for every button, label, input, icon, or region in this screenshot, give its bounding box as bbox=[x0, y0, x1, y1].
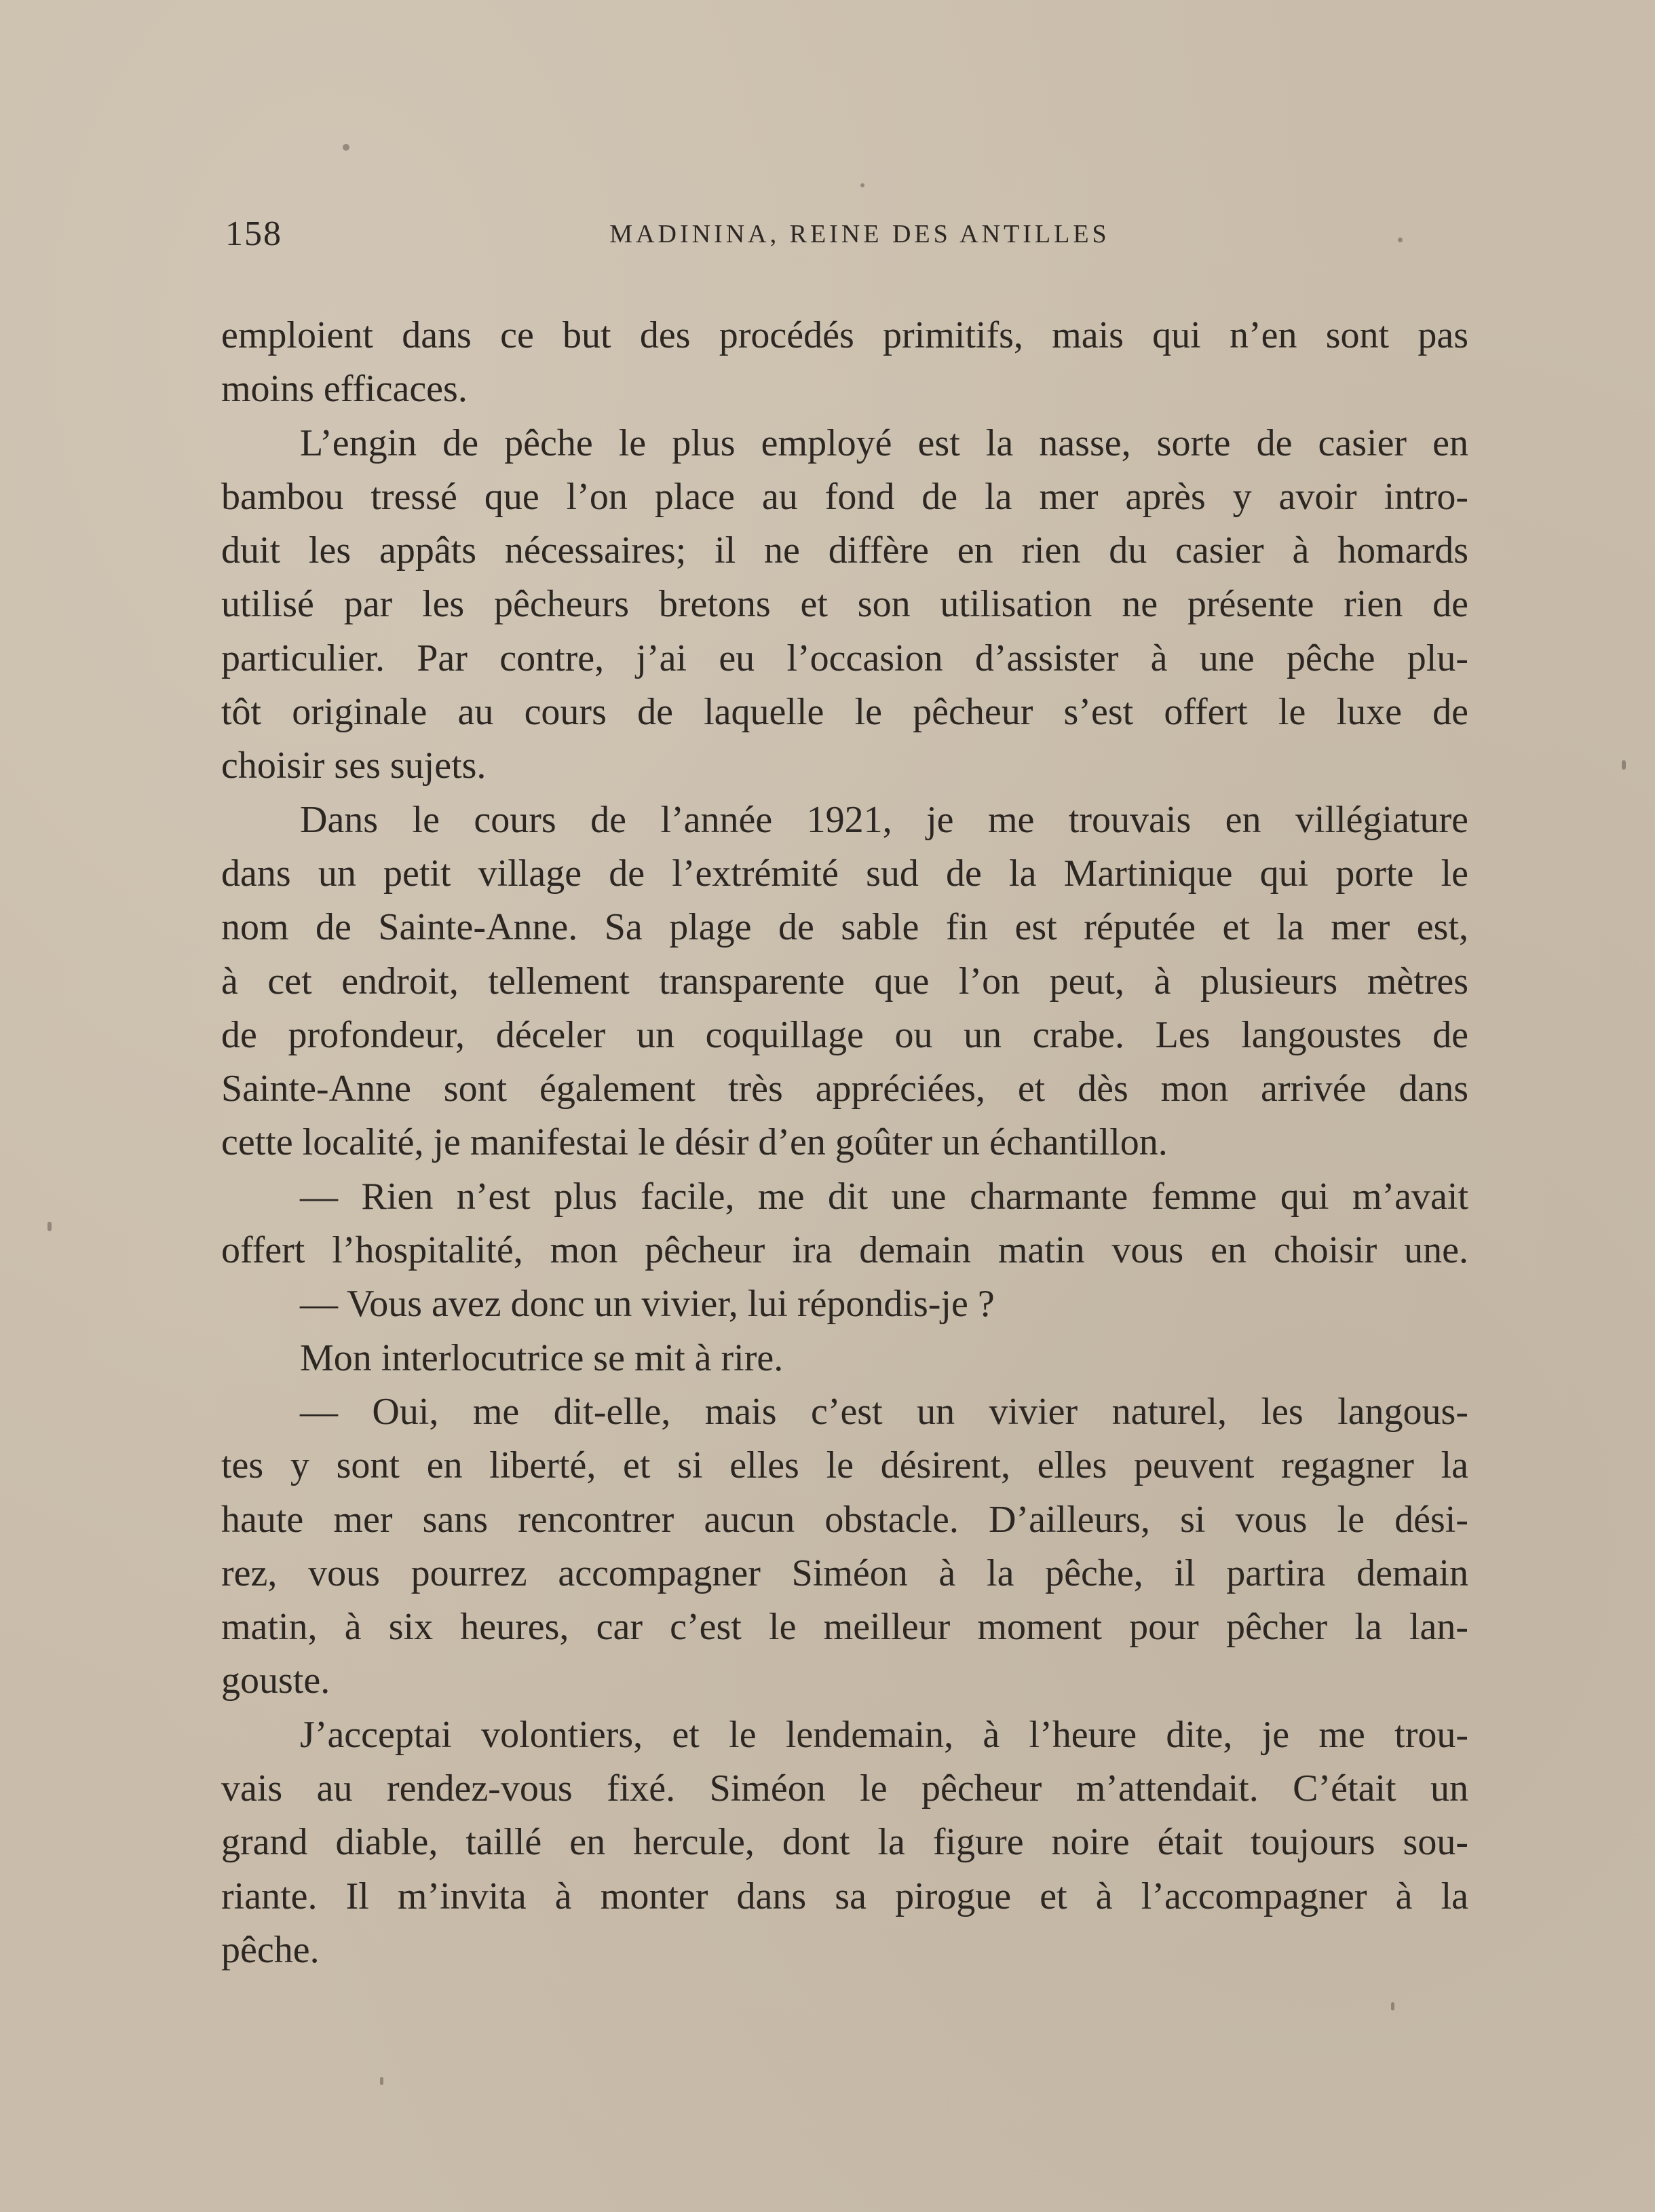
paper-speck bbox=[1398, 238, 1403, 242]
text-line: cette localité, je manifestai le désir d’en goûter un échantillon. bbox=[221, 1121, 1168, 1164]
paper-speck bbox=[380, 2077, 383, 2085]
text-line: tôt originale au cours de laquelle le pêcheur s’est offert le luxe de bbox=[221, 691, 1468, 734]
text-line: L’engin de pêche le plus employé est la nasse, sorte de casier en bbox=[300, 421, 1468, 464]
text-line: riante. Il m’invita à monter dans sa pirogue et à l’accompagner à la bbox=[221, 1875, 1468, 1917]
text-line: particulier. Par contre, j’ai eu l’occasion d’assister à une pêche plu- bbox=[221, 637, 1468, 679]
text-line: rez, vous pourrez accompagner Siméon à la pêche, il partira demain bbox=[221, 1552, 1468, 1594]
text-line: matin, à six heures, car c’est le meilleur moment pour pêcher la lan- bbox=[221, 1606, 1468, 1649]
text-line: J’acceptai volontiers, et le lendemain, à l’heure dite, je me trou- bbox=[300, 1713, 1468, 1756]
body-text bbox=[221, 309, 1468, 1977]
text-line: moins efficaces. bbox=[221, 368, 468, 411]
text-line: haute mer sans rencontrer aucun obstacle. D’ailleurs, si vous le dési- bbox=[221, 1498, 1468, 1541]
text-line: de profondeur, déceler un coquillage ou un crabe. Les langoustes de bbox=[221, 1013, 1468, 1056]
text-line: choisir ses sujets. bbox=[221, 745, 487, 787]
text-line: emploient dans ce but des procédés primitifs, mais qui n’en sont pas bbox=[221, 314, 1468, 356]
text-line: — Oui, me dit-elle, mais c’est un vivier naturel, les langous- bbox=[300, 1390, 1468, 1433]
text-line: grand diable, taillé en hercule, dont la figure noire était toujours sou- bbox=[221, 1821, 1468, 1864]
text-line: offert l’hospitalité, mon pêcheur ira demain matin vous en choisir une. bbox=[221, 1229, 1468, 1272]
paper-speck bbox=[860, 183, 864, 187]
paper-speck bbox=[1622, 760, 1626, 770]
page-header bbox=[225, 207, 1467, 261]
text-line: — Vous avez donc un vivier, lui répondis-je ? bbox=[300, 1283, 995, 1326]
text-line: vais au rendez-vous fixé. Siméon le pêcheur m’attendait. C’était un bbox=[221, 1767, 1468, 1810]
page-number: 158 bbox=[225, 214, 282, 253]
text-line: Dans le cours de l’année 1921, je me trouvais en villégiature bbox=[300, 798, 1468, 841]
text-line: — Rien n’est plus facile, me dit une charmante femme qui m’avait bbox=[300, 1175, 1468, 1218]
text-line: pêche. bbox=[221, 1928, 320, 1971]
text-line: tes y sont en liberté, et si elles le désirent, elles peuvent regagner la bbox=[221, 1444, 1468, 1487]
paper-speck bbox=[343, 144, 349, 151]
running-title: MADININA, REINE DES ANTILLES bbox=[609, 220, 1110, 248]
text-line: nom de Sainte-Anne. Sa plage de sable fin est réputée et la mer est, bbox=[221, 906, 1468, 949]
text-line: bambou tressé que l’on place au fond de la mer après y avoir intro- bbox=[221, 475, 1468, 518]
paper-speck bbox=[1391, 2002, 1394, 2010]
text-line: gouste. bbox=[221, 1660, 330, 1702]
paper-speck bbox=[47, 1222, 52, 1231]
text-line: utilisé par les pêcheurs bretons et son utilisation ne présente rien de bbox=[221, 583, 1468, 626]
text-line: Sainte-Anne sont également très appréciées, et dès mon arrivée dans bbox=[221, 1068, 1468, 1110]
text-line: duit les appâts nécessaires; il ne diffère en rien du casier à homards bbox=[221, 529, 1468, 572]
text-line: Mon interlocutrice se mit à rire. bbox=[300, 1336, 784, 1379]
text-line: à cet endroit, tellement transparente que l’on peut, à plusieurs mètres bbox=[221, 960, 1468, 1002]
text-line: dans un petit village de l’extrémité sud de la Martinique qui porte le bbox=[221, 852, 1468, 895]
